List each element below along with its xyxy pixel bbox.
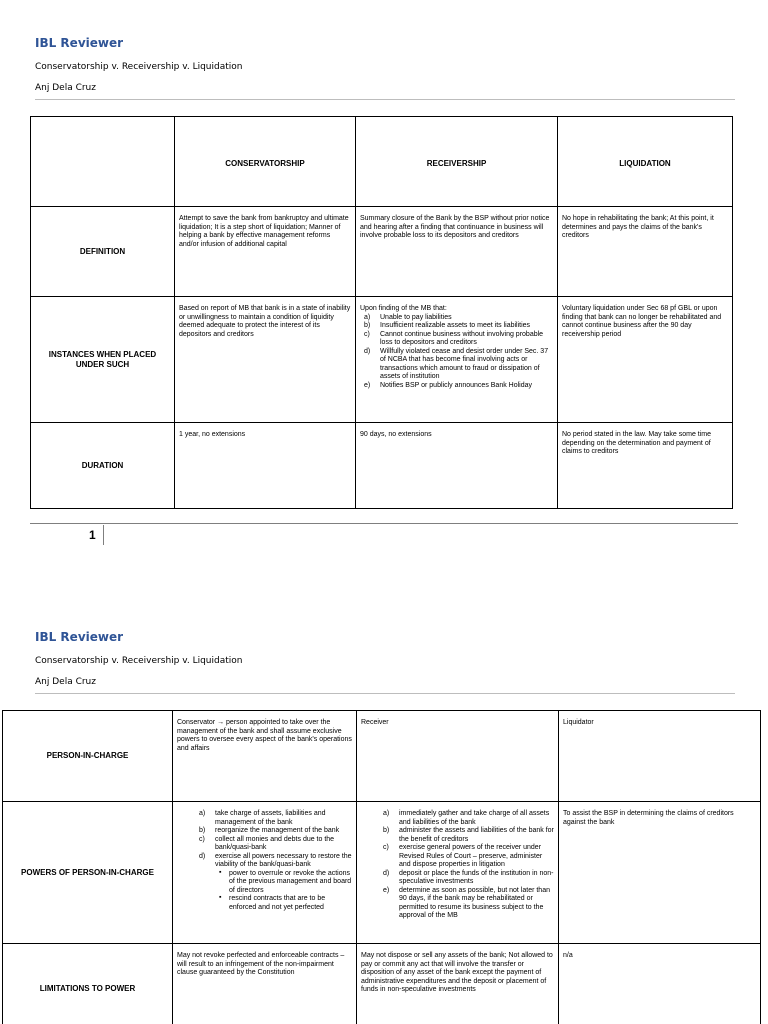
table-row-person-in-charge	[3, 711, 761, 802]
cell-powers-receivership	[357, 802, 559, 944]
cell-limitations-liquidation: n/a	[559, 944, 761, 1024]
column-header-blank	[31, 117, 175, 207]
row-label-definition: DEFINITION	[31, 207, 175, 297]
page2-header	[35, 630, 735, 694]
page-number-divider	[103, 525, 104, 545]
cell-powers-liquidation: To assist the BSP in determining the claims of creditors against the bank	[559, 802, 761, 944]
list-item: b) administer the assets and liabilities of the bank for the benefit of creditors	[383, 827, 554, 843]
list-item: ▪ rescind contracts that are to be enforced and not yet perfected	[229, 895, 352, 912]
list-item: e) Notifies BSP or publicly announces Bank Holiday	[364, 381, 533, 389]
document-subtitle: Conservatorship v. Receivership v. Liquidation	[35, 656, 243, 666]
column-header-receivership: RECEIVERSHIP	[356, 117, 558, 207]
list-item: c) Cannot continue business without involving probable loss to depositors and creditors	[364, 330, 544, 347]
column-header-liquidation: LIQUIDATION	[558, 117, 733, 207]
conservator-powers-sublist	[215, 870, 352, 913]
page1-header	[35, 36, 735, 100]
cell-limitations-conservatorship: May not revoke perfected and enforceable contracts – will result to an infringement of the non-impairment clause guaranteed by the Constitution	[173, 944, 357, 1024]
list-item: a) immediately gather and take charge of all assets and liabilities of the bank	[383, 810, 550, 826]
row-label-powers: POWERS OF PERSON-IN-CHARGE	[3, 802, 173, 944]
comparison-table-page2	[2, 710, 761, 1024]
cell-person-receivership: Receiver	[357, 711, 559, 802]
cell-powers-conservatorship	[173, 802, 357, 944]
receiver-powers-list	[379, 810, 554, 921]
list-item: ▪ power to overrule or revoke the actions of the previous management and board of directors	[229, 870, 352, 896]
table-row-definition	[31, 207, 733, 297]
cell-duration-liquidation: No period stated in the law. May take some time depending on the determination and payment of claims to creditors	[558, 423, 733, 509]
receivership-instances-intro: Upon finding of the MB that:	[360, 305, 447, 312]
row-label-instances: INSTANCES WHEN PLACED UNDER SUCH	[31, 297, 175, 423]
list-item: b) reorganize the management of the bank	[199, 827, 340, 835]
cell-instances-receivership	[356, 297, 558, 423]
document-author: Anj Dela Cruz	[35, 677, 96, 687]
header-rule	[35, 99, 735, 100]
row-label-limitations: LIMITATIONS TO POWER	[3, 944, 173, 1024]
list-item: d) deposit or place the funds of the institution in non-speculative investments	[383, 869, 554, 886]
list-item: c) collect all monies and debts due to the bank/quasi-bank	[199, 835, 335, 852]
cell-person-conservatorship: Conservator → person appointed to take over the management of the bank and shall assume exclusive powers to oversee every aspect of the bank's operations and affairs	[173, 711, 357, 802]
list-item: a) take charge of assets, liabilities and management of the bank	[199, 810, 326, 826]
row-label-duration: DURATION	[31, 423, 175, 509]
document-author: Anj Dela Cruz	[35, 83, 96, 93]
cell-instances-liquidation: Voluntary liquidation under Sec 68 pf GBL or upon finding that bank can no longer be rehabilitated and cannot continue business after the 90 day receivership period	[558, 297, 733, 423]
cell-definition-receivership: Summary closure of the Bank by the BSP without prior notice and hearing after a finding that continuance in business will involve probable loss to its depositors and creditors	[356, 207, 558, 297]
list-item: d) exercise all powers necessary to restore the viability of the bank/quasi-bank ▪ power to overrule or revoke the actions of the previous management and board of directors ▪ rescind contracts that are to be enforced and not yet perfected	[215, 853, 352, 913]
cell-definition-conservatorship: Attempt to save the bank from bankruptcy and ultimate liquidation; It is a step short of liquidation; Manner of helping a bank by effective management reforms and/or infusion of additional capital	[175, 207, 356, 297]
row-label-person-in-charge: PERSON-IN-CHARGE	[3, 711, 173, 802]
table-row-powers	[3, 802, 761, 944]
cell-instances-conservatorship: Based on report of MB that bank is in a state of inability or unwillingness to maintain a condition of liquidity deemed adequate to protect the interest of its depositors and creditors	[175, 297, 356, 423]
table-row-instances	[31, 297, 733, 423]
table-row-limitations	[3, 944, 761, 1024]
cell-duration-receivership: 90 days, no extensions	[356, 423, 558, 509]
document-subtitle: Conservatorship v. Receivership v. Liquidation	[35, 62, 243, 72]
page-number: 1	[89, 528, 96, 542]
list-item: d) Willfully violated cease and desist order under Sec. 37 of NCBA that has become final involving acts or transactions which amount to fraud or dissipation of assets of institution	[364, 347, 549, 381]
document-title: IBL Reviewer	[35, 36, 124, 50]
list-item: a) Unable to pay liabilities	[364, 313, 452, 321]
cell-definition-liquidation: No hope in rehabilitating the bank; At this point, it determines and pays the claims of the bank's creditors	[558, 207, 733, 297]
table-row-duration	[31, 423, 733, 509]
comparison-table-page1	[30, 116, 733, 509]
cell-duration-conservatorship: 1 year, no extensions	[175, 423, 356, 509]
list-item: b) Insufficient realizable assets to meet its liabilities	[364, 322, 531, 330]
cell-person-liquidation: Liquidator	[559, 711, 761, 802]
list-item: c) exercise general powers of the receiver under Revised Rules of Court – preserve, administer and dispose properties in litigation	[383, 844, 543, 869]
footer-rule	[30, 523, 738, 524]
document-title: IBL Reviewer	[35, 630, 124, 644]
table-row-header	[31, 117, 733, 207]
conservator-powers-list	[195, 810, 352, 912]
column-header-conservatorship: CONSERVATORSHIP	[175, 117, 356, 207]
cell-limitations-receivership: May not dispose or sell any assets of the bank; Not allowed to pay or commit any act that will involve the transfer or disposition of any asset of the bank except the payment of administrative expenditures and the deposit or placement of funds in non-speculative investments	[357, 944, 559, 1024]
receivership-instances-list	[360, 314, 553, 391]
header-rule	[35, 693, 735, 694]
list-item: e) determine as soon as possible, but not later than 90 days, if the bank may be rehabilitated or permitted to resume its business subject to the approval of the MB	[383, 886, 550, 920]
